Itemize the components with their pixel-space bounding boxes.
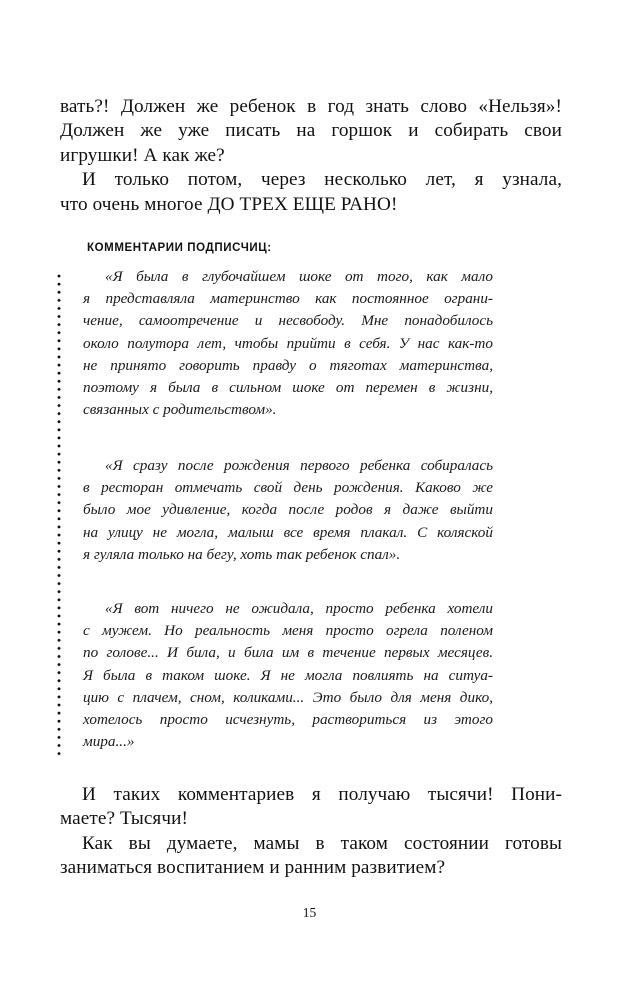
text-line: Как вы думаете, мамы в таком состоянии готовы	[82, 832, 562, 854]
quote-line: с мужем. Но реальность меня просто огрела поленом	[83, 622, 493, 640]
text-line: И только потом, через несколько лет, я узнала,	[82, 169, 562, 191]
intro-paragraphs	[60, 95, 562, 217]
text-line: вать?! Должен же ребенок в год знать слово «Нельзя»!	[60, 96, 562, 117]
quote-line: я гуляла только на бегу, хоть так ребенок спал».	[83, 545, 401, 563]
quote-line: на улицу не могла, малыш все время плакал. С коляской	[83, 523, 493, 541]
quote-line: «Я сразу после рождения первого ребенка собиралась	[105, 457, 493, 474]
quote-line: около полутора лет, чтобы прийти в себя. У нас как-то	[83, 334, 493, 352]
quote-line: мира...»	[83, 733, 135, 751]
text-line: И таких комментариев я получаю тысячи! Пони-	[82, 784, 562, 805]
text-line: Должен же уже писать на горшок и собирать свои	[60, 120, 562, 142]
dotted-divider	[56, 272, 62, 758]
quote-line: Я была в таком шоке. Я не могла повлиять на ситуа-	[83, 666, 493, 684]
quote-line: чение, самоотречение и несвободу. Мне понадобилось	[83, 312, 493, 330]
quote-line: цию с плачем, сном, коликами... Это было для меня дико,	[83, 688, 493, 706]
quote-line: «Я была в глубочайшем шоке от того, как мало	[105, 268, 493, 285]
quote-line: по голове... И била, и била им в течение первых месяцев.	[83, 644, 493, 662]
text-line: маете? Тысячи!	[60, 808, 188, 830]
page-number: 15	[302, 905, 317, 920]
closing-paragraphs	[60, 783, 562, 881]
quote-block	[83, 598, 493, 753]
quote-line: было мое удивление, когда после родов я даже выйти	[83, 501, 493, 519]
quote-line: поэтому я была в сильном шоке от перемен в жизни,	[83, 379, 493, 397]
quote-line: связанных с родительством».	[83, 401, 277, 419]
quote-line: «Я вот ничего не ожидала, просто ребенка хотели	[105, 600, 493, 617]
text-line: игрушки! А как же?	[60, 144, 225, 166]
quote-line: не принято говорить правду о тяготах материнства,	[83, 356, 493, 374]
quote-block	[83, 266, 493, 421]
quote-line: я представляла материнство как постоянное ограни-	[83, 290, 493, 308]
quote-line: хотелось просто исчезнуть, раствориться из этого	[83, 711, 493, 729]
quote-block	[83, 455, 493, 566]
quote-line: в ресторан отмечать свой день рождения. Каково же	[83, 479, 493, 497]
text-line: что очень многое ДО ТРЕХ ЕЩЕ РАНО!	[60, 193, 398, 215]
text-line: заниматься воспитанием и ранним развитием?	[60, 857, 446, 879]
comments-heading: КОММЕНТАРИИ ПОДПИСЧИЦ:	[87, 242, 272, 254]
